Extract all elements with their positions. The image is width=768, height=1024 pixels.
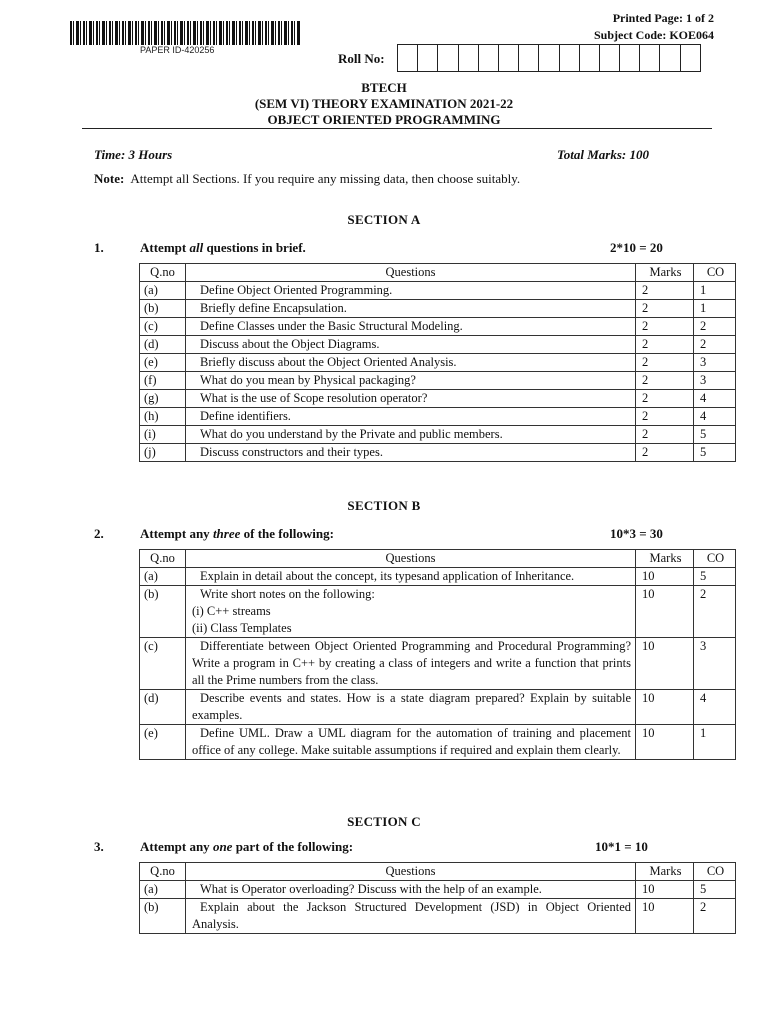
roll-digit-box[interactable] bbox=[518, 44, 539, 72]
table-row bbox=[140, 318, 736, 336]
question-co: 4 bbox=[694, 690, 736, 725]
roll-digit-box[interactable] bbox=[538, 44, 559, 72]
question-marks: 2 bbox=[636, 282, 694, 300]
question-cell bbox=[186, 390, 636, 408]
question-marks: 10 bbox=[636, 725, 694, 760]
roll-digit-box[interactable] bbox=[559, 44, 580, 72]
question-co: 3 bbox=[694, 372, 736, 390]
roll-digit-box[interactable] bbox=[478, 44, 499, 72]
subject-code: Subject Code: KOE064 bbox=[594, 28, 714, 42]
question-label: (e) bbox=[140, 354, 186, 372]
question-label: (j) bbox=[140, 444, 186, 462]
header-rule bbox=[82, 128, 712, 129]
question-co: 3 bbox=[694, 354, 736, 372]
question-co: 5 bbox=[694, 881, 736, 899]
question-cell bbox=[186, 725, 636, 760]
question-cell bbox=[186, 444, 636, 462]
question-label: (a) bbox=[140, 568, 186, 586]
question-cell bbox=[186, 318, 636, 336]
table-row bbox=[140, 690, 736, 725]
table-row bbox=[140, 426, 736, 444]
table-header-row bbox=[140, 863, 736, 881]
question-text: Discuss constructors and their types. bbox=[200, 445, 383, 459]
roll-digit-box[interactable] bbox=[397, 44, 418, 72]
question-text: What do you mean by Physical packaging? bbox=[200, 373, 416, 387]
question-marks: 10 bbox=[636, 899, 694, 934]
question-co: 1 bbox=[694, 725, 736, 760]
section-marks: 10*3 = 30 bbox=[610, 526, 663, 541]
note-text: Attempt all Sections. If you require any missing data, then choose suitably. bbox=[130, 171, 521, 186]
roll-digit-box[interactable] bbox=[619, 44, 640, 72]
section-c-title: SECTION C bbox=[347, 814, 421, 829]
question-text: Explain in detail about the concept, its typesand application of Inheritance. bbox=[200, 569, 575, 583]
section-c-table bbox=[139, 862, 736, 934]
roll-number-boxes bbox=[398, 44, 701, 72]
question-co: 5 bbox=[694, 426, 736, 444]
question-marks: 2 bbox=[636, 390, 694, 408]
question-text: Describe events and states. How is a state diagram prepared? Explain by suitable examples. bbox=[192, 691, 631, 722]
question-co: 2 bbox=[694, 899, 736, 934]
question-cell bbox=[186, 336, 636, 354]
section-marks: 2*10 = 20 bbox=[610, 240, 663, 255]
roll-digit-box[interactable] bbox=[599, 44, 620, 72]
table-header-row bbox=[140, 264, 736, 282]
page-info bbox=[594, 10, 714, 44]
table-row bbox=[140, 300, 736, 318]
roll-digit-box[interactable] bbox=[579, 44, 600, 72]
question-marks: 10 bbox=[636, 881, 694, 899]
column-header-co: CO bbox=[694, 264, 736, 282]
section-b-table bbox=[139, 549, 736, 760]
paper-id: PAPER ID-420256 bbox=[140, 45, 215, 55]
question-text: Discuss about the Object Diagrams. bbox=[200, 337, 380, 351]
question-label: (b) bbox=[140, 586, 186, 638]
question-co: 5 bbox=[694, 444, 736, 462]
roll-label: Roll No: bbox=[338, 51, 385, 66]
table-row bbox=[140, 390, 736, 408]
section-marks: 10*1 = 10 bbox=[595, 839, 648, 854]
question-text: What do you understand by the Private and public members. bbox=[200, 427, 503, 441]
question-co: 3 bbox=[694, 638, 736, 690]
question-co: 1 bbox=[694, 282, 736, 300]
total-marks: Total Marks: 100 bbox=[557, 147, 649, 162]
column-header-qno: Q.no bbox=[140, 863, 186, 881]
question-co: 2 bbox=[694, 318, 736, 336]
column-header-marks: Marks bbox=[636, 264, 694, 282]
question-text: Write short notes on the following: (i) C++ streams (ii) Class Templates bbox=[192, 587, 375, 635]
question-marks: 2 bbox=[636, 408, 694, 426]
question-co: 2 bbox=[694, 586, 736, 638]
question-label: (i) bbox=[140, 426, 186, 444]
table-header-row bbox=[140, 550, 736, 568]
degree: BTECH bbox=[361, 80, 407, 95]
question-cell bbox=[186, 426, 636, 444]
question-co: 4 bbox=[694, 390, 736, 408]
column-header-questions: Questions bbox=[186, 264, 636, 282]
question-number: 3. bbox=[94, 839, 104, 854]
question-cell bbox=[186, 638, 636, 690]
question-cell bbox=[186, 899, 636, 934]
question-cell bbox=[186, 881, 636, 899]
column-header-marks: Marks bbox=[636, 863, 694, 881]
table-row bbox=[140, 899, 736, 934]
question-number: 1. bbox=[94, 240, 104, 255]
question-marks: 10 bbox=[636, 690, 694, 725]
question-label: (d) bbox=[140, 336, 186, 354]
question-text: Briefly discuss about the Object Oriented Analysis. bbox=[200, 355, 457, 369]
question-marks: 2 bbox=[636, 300, 694, 318]
column-header-questions: Questions bbox=[186, 863, 636, 881]
question-cell bbox=[186, 408, 636, 426]
question-text: Define identifiers. bbox=[200, 409, 291, 423]
table-row bbox=[140, 725, 736, 760]
question-label: (b) bbox=[140, 899, 186, 934]
section-b-title: SECTION B bbox=[347, 498, 421, 513]
table-row bbox=[140, 444, 736, 462]
question-label: (c) bbox=[140, 318, 186, 336]
table-row bbox=[140, 408, 736, 426]
question-text: Define Object Oriented Programming. bbox=[200, 283, 393, 297]
question-cell bbox=[186, 372, 636, 390]
table-row bbox=[140, 372, 736, 390]
question-marks: 2 bbox=[636, 426, 694, 444]
question-text: Explain about the Jackson Structured Development (JSD) in Object Oriented Analysis. bbox=[192, 900, 631, 931]
subject-title: OBJECT ORIENTED PROGRAMMING bbox=[267, 112, 501, 127]
question-label: (d) bbox=[140, 690, 186, 725]
printed-page: Printed Page: 1 of 2 bbox=[612, 11, 714, 25]
question-marks: 10 bbox=[636, 638, 694, 690]
roll-digit-box[interactable] bbox=[458, 44, 479, 72]
roll-digit-box[interactable] bbox=[659, 44, 680, 72]
section-a-table bbox=[139, 263, 736, 462]
question-marks: 2 bbox=[636, 336, 694, 354]
column-header-questions: Questions bbox=[186, 550, 636, 568]
question-marks: 2 bbox=[636, 372, 694, 390]
table-row bbox=[140, 586, 736, 638]
note bbox=[94, 171, 520, 187]
instruction: Attempt any one part of the following: bbox=[140, 839, 354, 854]
question-co: 2 bbox=[694, 336, 736, 354]
question-co: 4 bbox=[694, 408, 736, 426]
question-co: 1 bbox=[694, 300, 736, 318]
question-marks: 2 bbox=[636, 354, 694, 372]
roll-digit-box[interactable] bbox=[639, 44, 660, 72]
roll-digit-box[interactable] bbox=[498, 44, 519, 72]
column-header-marks: Marks bbox=[636, 550, 694, 568]
column-header-co: CO bbox=[694, 550, 736, 568]
question-text: Define UML. Draw a UML diagram for the automation of training and placement office of any college. Make suitable assumptions if required and explain them clearly. bbox=[192, 726, 631, 757]
question-cell bbox=[186, 568, 636, 586]
question-text: Define Classes under the Basic Structural Modeling. bbox=[200, 319, 463, 333]
table-row bbox=[140, 638, 736, 690]
question-cell bbox=[186, 282, 636, 300]
instruction: Attempt all questions in brief. bbox=[140, 240, 306, 255]
question-marks: 2 bbox=[636, 318, 694, 336]
question-marks: 10 bbox=[636, 568, 694, 586]
column-header-qno: Q.no bbox=[140, 264, 186, 282]
question-cell bbox=[186, 300, 636, 318]
time-allowed: Time: 3 Hours bbox=[94, 147, 173, 162]
instruction: Attempt any three of the following: bbox=[140, 526, 334, 541]
question-label: (e) bbox=[140, 725, 186, 760]
table-row bbox=[140, 354, 736, 372]
question-cell bbox=[186, 354, 636, 372]
section-a-title: SECTION A bbox=[347, 212, 421, 227]
question-text: Differentiate between Object Oriented Programming and Procedural Programming? Write a program in C++ by creating a class of integers and write a function that prints all the Prime numbers from the class. bbox=[192, 639, 631, 687]
question-text: What is Operator overloading? Discuss with the help of an example. bbox=[200, 882, 542, 896]
question-text: Briefly define Encapsulation. bbox=[200, 301, 347, 315]
question-label: (a) bbox=[140, 282, 186, 300]
question-label: (g) bbox=[140, 390, 186, 408]
table-row bbox=[140, 336, 736, 354]
question-label: (b) bbox=[140, 300, 186, 318]
question-cell bbox=[186, 690, 636, 725]
question-label: (a) bbox=[140, 881, 186, 899]
note-label: Note: bbox=[94, 171, 125, 186]
roll-digit-box[interactable] bbox=[417, 44, 438, 72]
table-row bbox=[140, 282, 736, 300]
question-label: (f) bbox=[140, 372, 186, 390]
question-text: What is the use of Scope resolution operator? bbox=[200, 391, 428, 405]
column-header-qno: Q.no bbox=[140, 550, 186, 568]
question-cell bbox=[186, 586, 636, 638]
roll-digit-box[interactable] bbox=[437, 44, 458, 72]
table-row bbox=[140, 881, 736, 899]
question-marks: 10 bbox=[636, 586, 694, 638]
barcode bbox=[70, 21, 300, 45]
table-row bbox=[140, 568, 736, 586]
question-label: (h) bbox=[140, 408, 186, 426]
roll-digit-box[interactable] bbox=[680, 44, 701, 72]
question-number: 2. bbox=[94, 526, 104, 541]
question-label: (c) bbox=[140, 638, 186, 690]
exam-title: (SEM VI) THEORY EXAMINATION 2021-22 bbox=[254, 96, 514, 111]
question-marks: 2 bbox=[636, 444, 694, 462]
column-header-co: CO bbox=[694, 863, 736, 881]
question-co: 5 bbox=[694, 568, 736, 586]
